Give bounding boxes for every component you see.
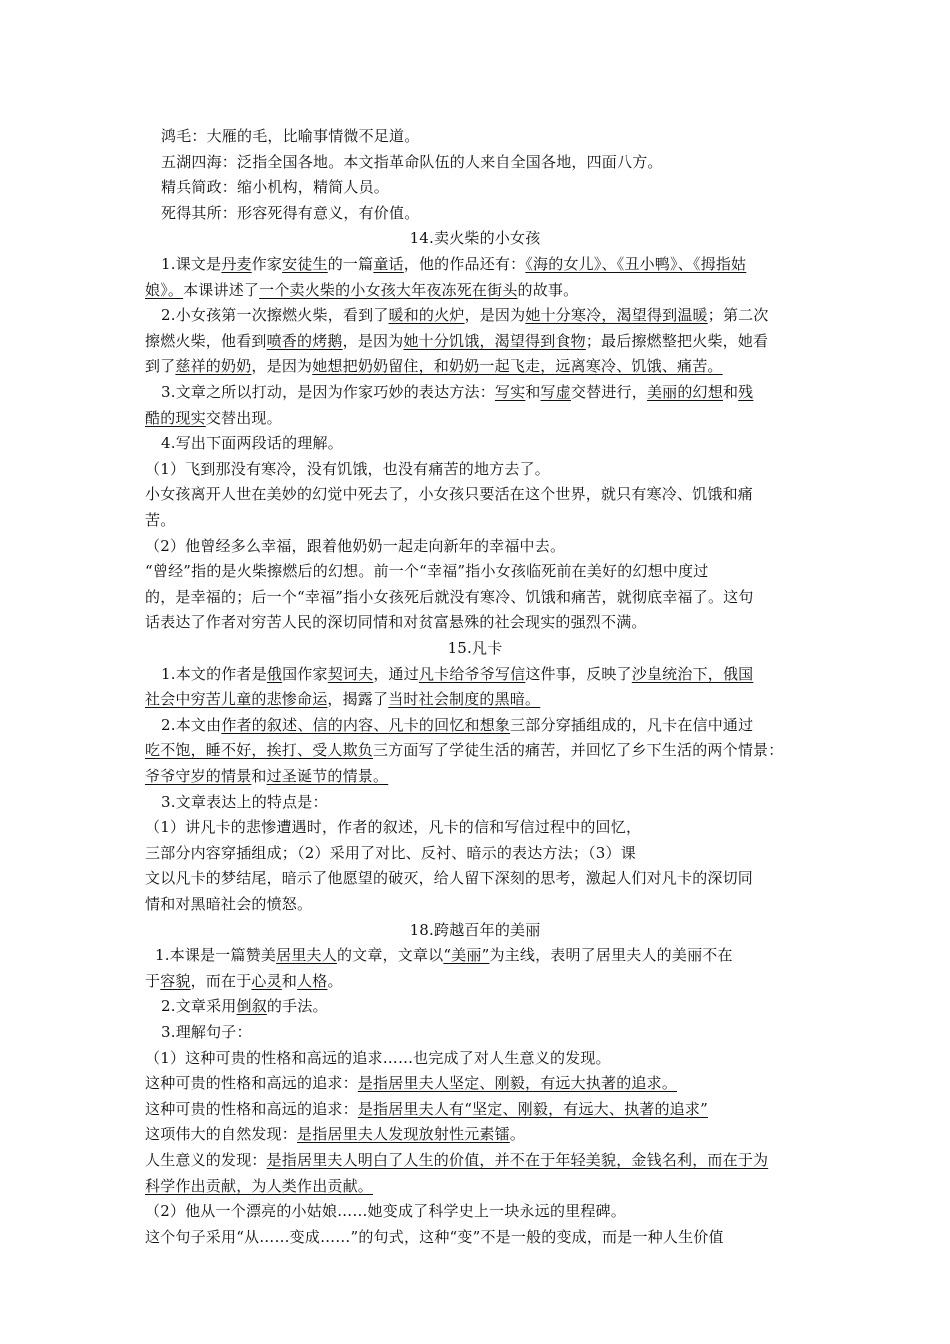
- text-segment: 2.小女孩第一次擦燃火柴，看到了: [161, 306, 389, 325]
- text-segment: 1.本文的作者是: [161, 664, 267, 683]
- text-segment: 文以凡卡的梦结尾，暗示了他愿望的破灭，给人留下深刻的思考，激起人们对凡卡的深切同: [145, 869, 754, 888]
- text-segment: 和: [251, 767, 267, 785]
- text-line: [145, 329, 825, 353]
- underlined-text: 是指居里夫人明白了人生的价值，并不在于年轻美貌，金钱名利，而在于为: [266, 1151, 769, 1169]
- text-line: [145, 713, 841, 737]
- text-segment: “曾经”指的是火柴擦燃后的幻想。前一个“幸福”指小女孩临死前在美好的幻想中度过: [145, 562, 709, 581]
- text-line: [145, 354, 825, 378]
- text-line: [145, 892, 825, 916]
- text-segment: 精兵简政：缩小机构，精简人员。: [161, 178, 390, 197]
- text-segment: 这个句子采用“从……变成……”的句式，这种“变”不是一般的变成，而是一种人生价值: [145, 1227, 724, 1246]
- text-line: [145, 201, 841, 225]
- text-segment: ，是因为: [342, 331, 404, 350]
- text-segment: ，是因为: [464, 306, 526, 325]
- section-heading: [145, 918, 805, 942]
- text-segment: （1）讲凡卡的悲惨遭遇时，作者的叙述，凡卡的信和写信过程中的回忆，: [145, 818, 642, 837]
- text-segment: 死得其所：形容死得有意义，有价值。: [161, 203, 420, 222]
- underlined-text: 暖和的火炉: [388, 306, 465, 325]
- text-segment: （2）他曾经多么幸福，跟着他奶奶一起走向新年的幸福中去。: [145, 536, 566, 555]
- text-segment: 本课讲述了: [183, 280, 260, 299]
- text-segment: 。: [327, 971, 343, 990]
- underlined-text: 丹麦: [221, 255, 252, 273]
- text-segment: ，揭露了: [327, 690, 389, 709]
- text-line: [145, 1122, 825, 1146]
- text-segment: 交替进行，: [570, 383, 647, 401]
- text-line: [145, 790, 841, 814]
- text-segment: 交替出现。: [205, 408, 282, 427]
- underlined-text: 是指居里夫人发现放射性元素镭: [297, 1125, 510, 1144]
- text-line: [145, 431, 841, 455]
- text-line: [145, 1071, 825, 1095]
- text-line: [145, 943, 835, 967]
- text-segment: 的手法。: [266, 997, 328, 1016]
- text-segment: 擦燃火柴，他看到: [145, 331, 267, 350]
- text-line: [145, 815, 825, 839]
- text-segment: 2.文章采用: [161, 997, 237, 1016]
- text-segment: 这项伟大的自然发现：: [145, 1125, 298, 1144]
- section-heading: [145, 636, 805, 660]
- text-segment: 。: [509, 1125, 526, 1144]
- text-segment: 三部分穿插组成的，凡卡在信中通过: [510, 715, 754, 734]
- text-line: [145, 1225, 825, 1249]
- text-segment: 苦。: [145, 511, 176, 529]
- underlined-text: 居里夫人: [276, 946, 337, 965]
- text-segment: 和: [722, 383, 739, 401]
- text-segment: ，是因为: [251, 357, 313, 376]
- text-line: [145, 380, 841, 404]
- text-line: [145, 303, 841, 327]
- text-line: [145, 252, 841, 276]
- text-segment: ，通过: [373, 664, 419, 683]
- text-line: [145, 738, 825, 762]
- underlined-text: 沙皇统治下，俄国: [631, 664, 754, 683]
- text-segment: ；第二次: [707, 306, 769, 325]
- text-segment: 15.凡卡: [447, 639, 503, 657]
- text-segment: 2.本文由: [161, 715, 222, 734]
- underlined-text: 倒叙: [236, 997, 267, 1016]
- text-segment: （1）这种可贵的性格和高远的追求……也完成了对人生意义的发现。: [145, 1048, 611, 1067]
- text-line: [145, 559, 825, 583]
- underlined-text: “美丽”: [443, 946, 490, 965]
- text-segment: 三方面写了学徒生活的痛苦，并回忆了乡下生活的两个情景：: [373, 741, 784, 760]
- underlined-text: 俄: [266, 664, 283, 683]
- underlined-text: 残: [738, 383, 754, 401]
- underlined-text: 写虚: [540, 383, 571, 401]
- text-line: [145, 764, 825, 788]
- underlined-text: 人格: [297, 971, 328, 990]
- text-line: [145, 150, 841, 174]
- text-segment: 的，是幸福的；后一个“幸福”指小女孩死后就没有寒冷、饥饿和痛苦，就彻底幸福了。这句: [145, 587, 754, 606]
- text-segment: 1.本课是一篇赞美: [155, 946, 277, 965]
- text-line: [145, 994, 841, 1018]
- text-segment: 这种可贵的性格和高远的追求：: [145, 1074, 358, 1093]
- text-line: [145, 1174, 825, 1198]
- text-segment: 14.卖火柴的小女孩: [409, 229, 541, 248]
- text-segment: 1.课文是: [161, 255, 222, 273]
- text-segment: 和: [281, 971, 298, 990]
- text-segment: 鸿毛：大雁的毛，比喻事情微不足道。: [161, 127, 420, 145]
- underlined-text: 是指居里夫人坚定、刚毅，有远大执著的追求。: [357, 1074, 678, 1093]
- underlined-text: 社会中穷苦儿童的悲惨命运: [145, 690, 328, 709]
- underlined-text: 作者的叙述、信的内容、凡卡的回忆和想象: [221, 715, 511, 734]
- underlined-text: 酷的现实: [145, 408, 206, 427]
- section-heading: [145, 226, 805, 250]
- text-segment: 4.写出下面两段话的理解。: [161, 434, 343, 453]
- text-line: [145, 866, 825, 890]
- text-line: [145, 1148, 825, 1172]
- underlined-text: 科学作出贡献，为人类作出贡献。: [145, 1176, 374, 1195]
- text-line: [145, 610, 825, 634]
- text-segment: 这种可贵的性格和高远的追求：: [145, 1099, 358, 1118]
- text-line: [145, 687, 825, 711]
- text-line: [145, 534, 825, 558]
- text-segment: 这件事，反映了: [525, 664, 632, 683]
- text-line: [145, 278, 825, 302]
- text-line: [145, 175, 841, 199]
- text-line: [145, 406, 825, 430]
- underlined-text: 她十分寒冷，渴望得到温暖: [525, 306, 708, 325]
- underlined-text: 契诃夫: [327, 664, 374, 683]
- text-segment: 18.跨越百年的美丽: [409, 920, 541, 939]
- underlined-text: 是指居里夫人有“坚定、刚毅，有远大、执著的追求”: [357, 1099, 708, 1118]
- underlined-text: 容貌: [160, 971, 191, 990]
- text-segment: （1）飞到那没有寒冷，没有饥饿，也没有痛苦的地方去了。: [145, 459, 550, 478]
- text-segment: ，而在于: [190, 971, 252, 990]
- text-segment: 的文章，文章以: [336, 946, 444, 965]
- underlined-text: 当时社会制度的黑暗。: [388, 690, 541, 709]
- underlined-text: 《海的女儿》、《丑小鸭》、《拇指姑: [525, 255, 747, 273]
- text-segment: 到了: [145, 357, 176, 376]
- text-line: [145, 457, 825, 481]
- text-segment: ，他的作品还有：: [403, 255, 526, 273]
- text-line: [145, 1097, 825, 1121]
- text-line: [145, 969, 825, 993]
- underlined-text: 一个卖火柴的小女孩大年夜冻死在街头: [259, 280, 518, 299]
- text-segment: 国作家: [282, 664, 328, 683]
- text-line: [145, 508, 825, 532]
- underlined-text: 她想把奶奶留住，和奶奶一起飞走，远离寒冷、饥饿、痛苦。: [312, 357, 723, 376]
- underlined-text: 娘》。: [145, 280, 184, 299]
- text-line: [145, 1199, 825, 1223]
- text-segment: 话表达了作者对穷苦人民的深切同情和对贫富悬殊的社会现实的强烈不满。: [145, 613, 647, 632]
- text-segment: 情和对黑暗社会的愤怒。: [145, 895, 313, 913]
- underlined-text: 凡卡给爷爷写信: [418, 664, 526, 683]
- underlined-text: 喷香的烤鹅: [266, 331, 343, 350]
- text-line: [145, 1046, 825, 1070]
- text-line: [145, 585, 825, 609]
- text-line: [145, 841, 825, 865]
- underlined-text: 爷爷守岁的情景: [145, 767, 252, 785]
- underlined-text: 吃不饱，睡不好，挨打、受人欺负: [145, 741, 374, 760]
- underlined-text: 她十分饥饿，渴望得到食物: [403, 331, 586, 350]
- text-line: [145, 124, 841, 148]
- underlined-text: 童话: [373, 255, 404, 273]
- underlined-text: 写实: [494, 383, 526, 401]
- underlined-text: 安徒生: [282, 255, 328, 273]
- text-segment: 于: [145, 971, 161, 990]
- text-segment: （2）他从一个漂亮的小姑娘……她变成了科学史上一块永远的里程碑。: [145, 1202, 626, 1221]
- text-line: [145, 482, 825, 506]
- underlined-text: 慈祥的奶奶: [175, 357, 252, 376]
- underlined-text: 心灵: [251, 971, 282, 990]
- text-segment: 的一篇: [327, 255, 374, 273]
- text-segment: 五湖四海：泛指全国各地。本文指革命队伍的人来自全国各地，四面八方。: [161, 152, 663, 171]
- text-segment: 3.文章之所以打动，是因为作家巧妙的表达方法：: [161, 383, 495, 401]
- text-segment: 作家: [251, 255, 283, 273]
- text-line: [145, 1020, 841, 1044]
- text-segment: 的故事。: [517, 280, 579, 299]
- text-segment: 和: [525, 383, 541, 401]
- underlined-text: 美丽的幻想: [646, 383, 723, 401]
- text-line: [145, 662, 841, 686]
- text-segment: ；最后擦燃整把火柴，她看: [585, 331, 769, 350]
- underlined-text: 过圣诞节的情景。: [266, 767, 389, 785]
- text-segment: 小女孩离开人世在美妙的幻觉中死去了，小女孩只要活在这个世界，就只有寒冷、饥饿和痛: [145, 485, 754, 504]
- text-segment: 人生意义的发现：: [145, 1151, 267, 1169]
- text-segment: 为主线，表明了居里夫人的美丽不在: [489, 946, 733, 965]
- text-segment: 3.理解句子：: [161, 1023, 252, 1041]
- text-segment: 三部分内容穿插组成；（2）采用了对比、反衬、暗示的表达方法；（3）课: [145, 843, 636, 862]
- text-segment: 3.文章表达上的特点是：: [161, 792, 328, 811]
